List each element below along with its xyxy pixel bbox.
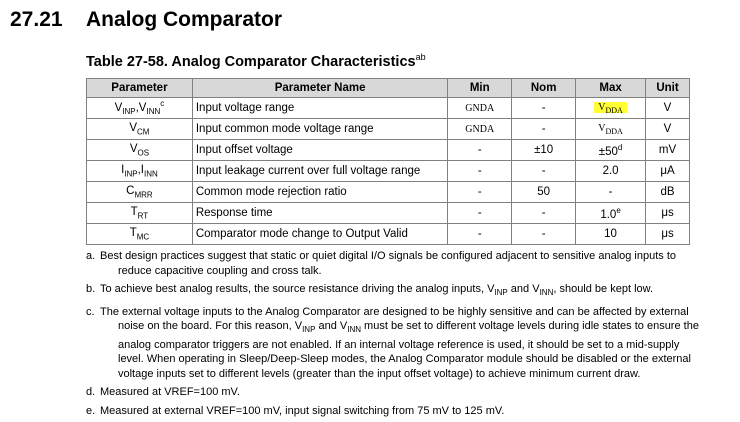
table-row — [87, 224, 690, 245]
parameter-symbol: $V_{CM}$ — [87, 119, 193, 140]
parameter-symbol: $T_{RT}$ — [87, 203, 193, 224]
footnote-d — [86, 385, 706, 400]
min-value: - — [448, 161, 512, 182]
parameter-name: Input voltage range — [192, 98, 447, 119]
footnote-a — [86, 249, 706, 278]
parameter-name: Common mode rejection ratio — [192, 182, 447, 203]
table-footnotes — [86, 249, 706, 422]
table-caption-text: Table 27-58. Analog Comparator Characteristics — [86, 53, 416, 70]
nom-value: ±10 — [512, 140, 576, 161]
footnote-e — [86, 404, 706, 419]
max-value: 10 — [576, 224, 646, 245]
analog-comparator-characteristics-table — [86, 78, 690, 245]
table-row — [87, 203, 690, 224]
max-value: 1.0e — [576, 203, 646, 224]
header-parameter-name: Parameter Name — [192, 79, 447, 98]
table-row — [87, 98, 690, 119]
unit-value: μs — [646, 224, 690, 245]
footnote-text: Measured at VREF=100 mV. — [100, 386, 240, 399]
table-row — [87, 161, 690, 182]
section-title: Analog Comparator — [86, 8, 283, 31]
section-heading — [10, 8, 282, 42]
footnote-mark: b. — [86, 283, 96, 295]
header-parameter: Parameter — [87, 79, 193, 98]
table-header-row — [87, 79, 690, 98]
min-value: - — [448, 182, 512, 203]
parameter-symbol: $V_{INP},V_{INN}^c$ — [87, 98, 193, 119]
nom-value: - — [512, 161, 576, 182]
table-row — [87, 140, 690, 161]
footnote-mark: d. — [86, 386, 96, 399]
footnote-mark: e. — [86, 404, 96, 417]
header-nom: Nom — [512, 79, 576, 98]
highlight-mark: $V_{DDA}$ — [594, 102, 627, 113]
nom-value: - — [512, 98, 576, 119]
footnote-b — [86, 282, 706, 301]
min-value: - — [448, 203, 512, 224]
parameter-name: Response time — [192, 203, 447, 224]
unit-value: μA — [646, 161, 690, 182]
footnote-text: The external voltage inputs to the Analog Comparator are designed to be highly sensitive and can be affected by external noise on the board. For this reason, $V_{INP}$ and $V_{INN}$ must be set to different voltage levels during idle states to ensure the analog comparator triggers are not enabled. If an internal voltage reference is used, it should be set to a mid-supply level. When operating in Sleep/Deep-Sleep modes, the Analog Comparator module should be disabled or the external voltage inputs set to different levels (greater than the input offset voltage) to achieve minimum current draw. — [100, 305, 699, 380]
nom-value: - — [512, 203, 576, 224]
min-value: - — [448, 224, 512, 245]
parameter-name: Input offset voltage — [192, 140, 447, 161]
table-row — [87, 182, 690, 203]
max-value: $V_{DDA}$ — [576, 119, 646, 140]
nom-value: - — [512, 119, 576, 140]
parameter-symbol: $T_{MC}$ — [87, 224, 193, 245]
table-caption-footnote-ref: ab — [415, 52, 426, 62]
table-row — [87, 119, 690, 140]
header-max: Max — [576, 79, 646, 98]
max-value: $\pm 50^d$ — [576, 140, 646, 161]
max-value: 2.0 — [576, 161, 646, 182]
unit-value: V — [646, 119, 690, 140]
table-caption — [86, 52, 426, 70]
footnote-mark: a. — [86, 250, 96, 262]
header-min: Min — [448, 79, 512, 98]
header-unit: Unit — [646, 79, 690, 98]
parameter-name: Comparator mode change to Output Valid — [192, 224, 447, 245]
nom-value: 50 — [512, 182, 576, 203]
max-value — [576, 98, 646, 119]
min-value: GNDA — [448, 119, 512, 140]
footnote-mark: c. — [86, 305, 95, 318]
footnote-text: Best design practices suggest that static or quiet digital I/O signals be configured adjacent to sensitive analog inputs to reduce capacitive coupling and cross talk. — [100, 250, 677, 277]
parameter-symbol: $I_{INP},I_{INN}$ — [87, 161, 193, 182]
unit-value: μs — [646, 203, 690, 224]
parameter-name: Input leakage current over full voltage range — [192, 161, 447, 182]
parameter-symbol: $V_{OS}$ — [87, 140, 193, 161]
max-value: - — [576, 182, 646, 203]
footnote-c — [86, 305, 706, 382]
footnote-text: To achieve best analog results, the source resistance driving the analog inputs, $V_{INP}$ and $V_{INN}$, should be kept low. — [100, 283, 654, 298]
parameter-name: Input common mode voltage range — [192, 119, 447, 140]
footnote-text: Measured at external VREF=100 mV, input signal switching from 75 mV to 125 mV. — [100, 404, 505, 417]
unit-value: dB — [646, 182, 690, 203]
min-value: GNDA — [448, 98, 512, 119]
min-value: - — [448, 140, 512, 161]
unit-value: V — [646, 98, 690, 119]
unit-value: mV — [646, 140, 690, 161]
nom-value: - — [512, 224, 576, 245]
section-number: 27.21 — [10, 8, 63, 31]
parameter-symbol: $C_{MRR}$ — [87, 182, 193, 203]
